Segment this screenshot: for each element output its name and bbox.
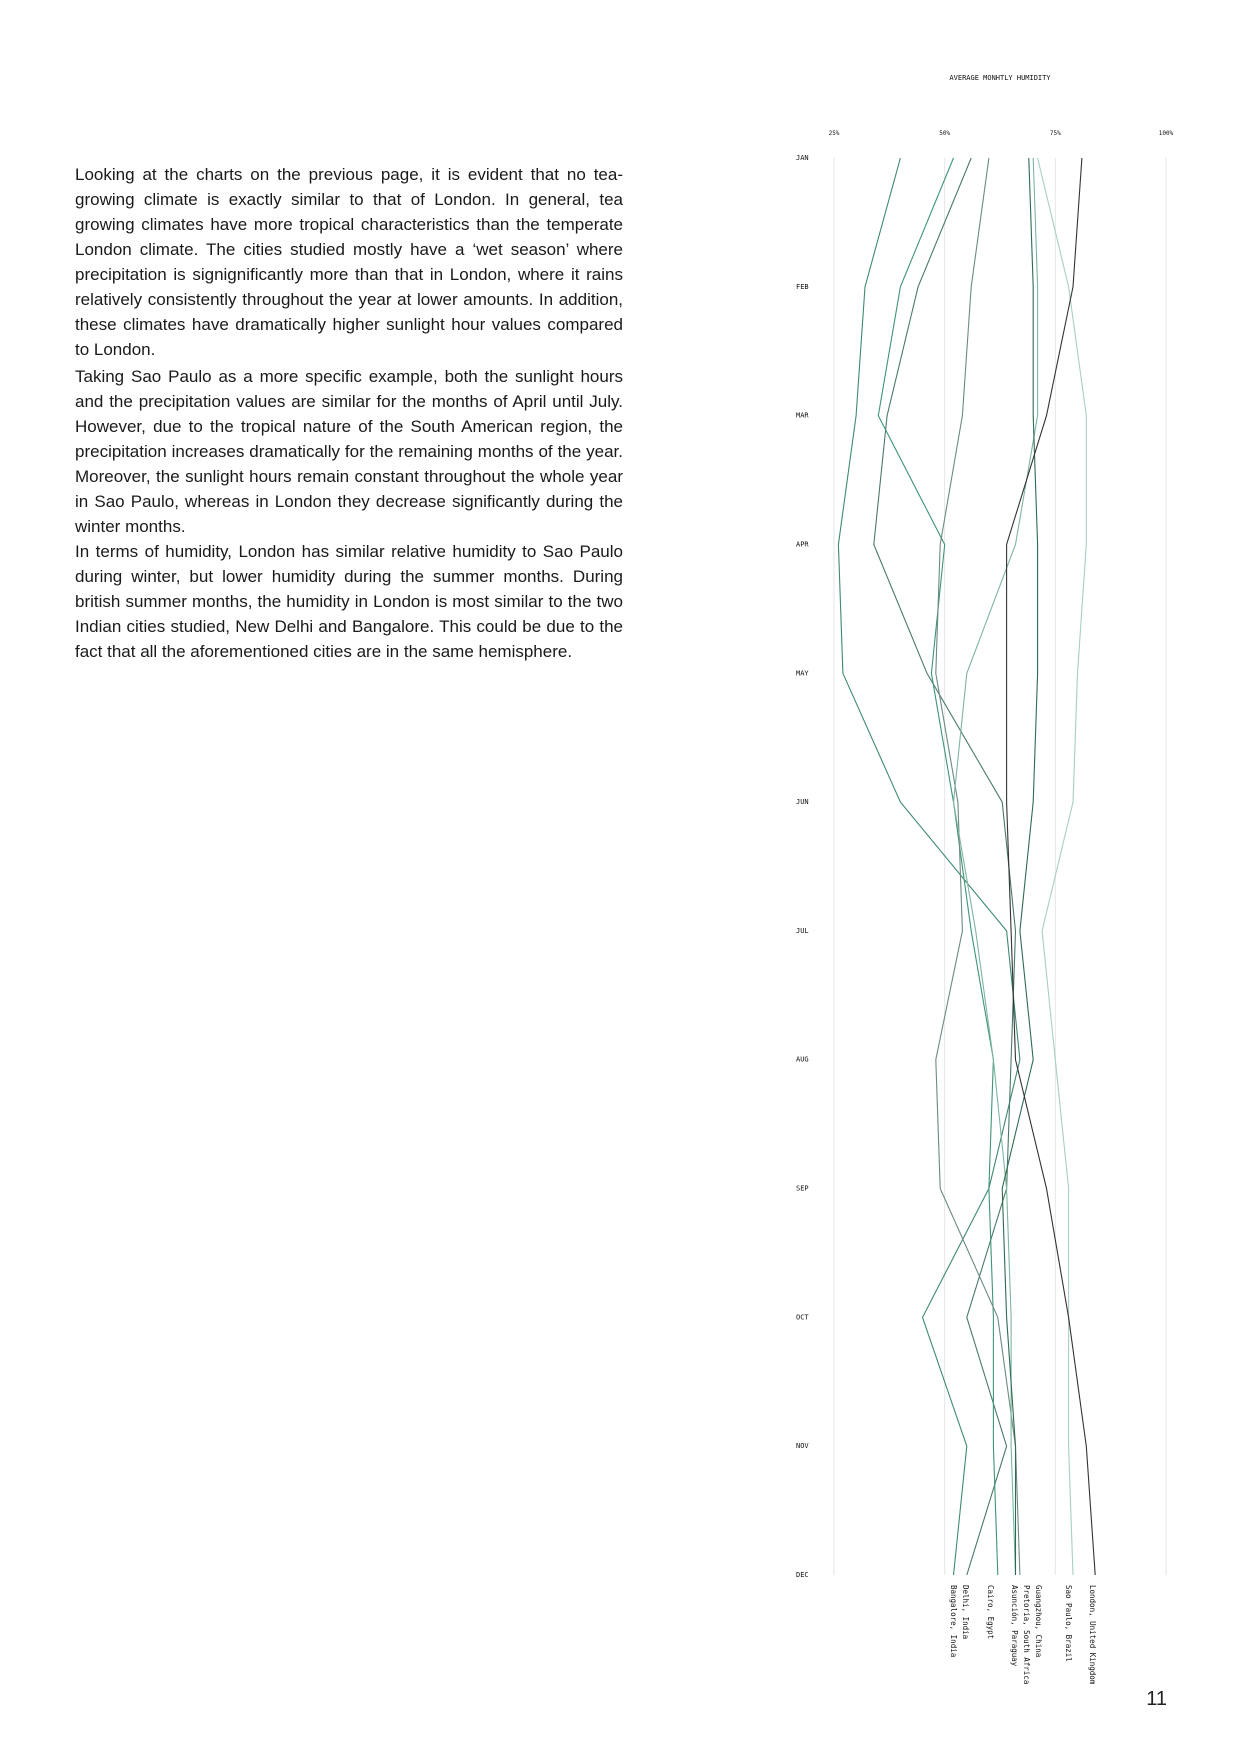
month-label: NOV bbox=[796, 1442, 809, 1451]
body-paragraph-3: In terms of humidity, London has similar relative humidity to Sao Paulo during winter, but lower humidity during the summer months. During british summer months, the humidity in London is most similar to the two Indian cities studied, New Delhi and Bangalore. This could be due to the fact that all the aforementioned cities are in the same hemisphere. bbox=[75, 542, 623, 661]
legend-label: Pretoria, South Africa bbox=[1022, 1585, 1031, 1685]
chart-grid bbox=[834, 158, 1166, 1575]
legend-label: Asunción, Paraguay bbox=[1010, 1585, 1019, 1667]
series-line bbox=[936, 158, 1020, 1575]
month-label: JUL bbox=[796, 926, 809, 935]
month-label: DEC bbox=[796, 1571, 809, 1579]
legend-label: Bangalore, India bbox=[949, 1585, 958, 1658]
month-label: OCT bbox=[796, 1313, 809, 1322]
x-tick-label: 75% bbox=[1049, 130, 1061, 137]
month-label: FEB bbox=[796, 282, 809, 291]
x-tick-label: 100% bbox=[1158, 130, 1174, 137]
month-label: JUN bbox=[796, 798, 809, 807]
chart-ticks bbox=[829, 130, 1174, 137]
chart-month-labels bbox=[796, 154, 809, 1579]
legend-label: Delhi, India bbox=[961, 1585, 970, 1640]
page-number: 11 bbox=[1146, 1688, 1167, 1710]
body-paragraph-2: Taking Sao Paulo as a more specific example, both the sunlight hours and the precipitation values are similar for the months of April until July. However, due to the tropical nature of the South American region, the precipitation increases dramatically for the remaining months of the year. Moreover, the sunlight hours remain constant throughout the whole year in Sao Paulo, whereas in London they decrease significantly during the winter months. bbox=[75, 367, 623, 536]
series-line bbox=[838, 158, 1020, 1575]
x-tick-label: 25% bbox=[828, 130, 840, 137]
legend-label: Sao Paulo, Brazil bbox=[1064, 1585, 1073, 1662]
month-label: JAN bbox=[796, 154, 809, 162]
month-label: MAR bbox=[796, 411, 809, 420]
legend-label: Cairo, Egypt bbox=[986, 1585, 995, 1640]
series-line bbox=[1002, 158, 1037, 1575]
legend-label: Guangzhou, China bbox=[1034, 1585, 1043, 1658]
month-label: AUG bbox=[796, 1055, 809, 1064]
series-line bbox=[1038, 158, 1087, 1575]
series-line bbox=[954, 158, 1038, 1575]
legend-label: London, United Kingdom bbox=[1088, 1585, 1097, 1685]
series-line bbox=[1007, 158, 1096, 1575]
month-label: SEP bbox=[796, 1184, 809, 1193]
month-label: MAY bbox=[796, 669, 809, 678]
month-label: APR bbox=[796, 540, 809, 549]
chart-legend bbox=[949, 1585, 1097, 1685]
chart-series bbox=[838, 158, 1095, 1575]
x-tick-label: 50% bbox=[939, 130, 951, 137]
chart-title: AVERAGE MONHTLY HUMIDITY bbox=[949, 74, 1051, 82]
body-paragraph-1: Looking at the charts on the previous page, it is evident that no tea-growing climate is exactly similar to that of London. In general, tea growing climates have more tropical characteristics than the temperate London climate. The cities studied mostly have a ‘wet season’ where precipitation is signignificantly more than that in London, where it rains relatively consistently throughout the year at lower amounts. In addition, these climates have dramatically higher sunlight hour values compared to London. bbox=[75, 165, 623, 359]
